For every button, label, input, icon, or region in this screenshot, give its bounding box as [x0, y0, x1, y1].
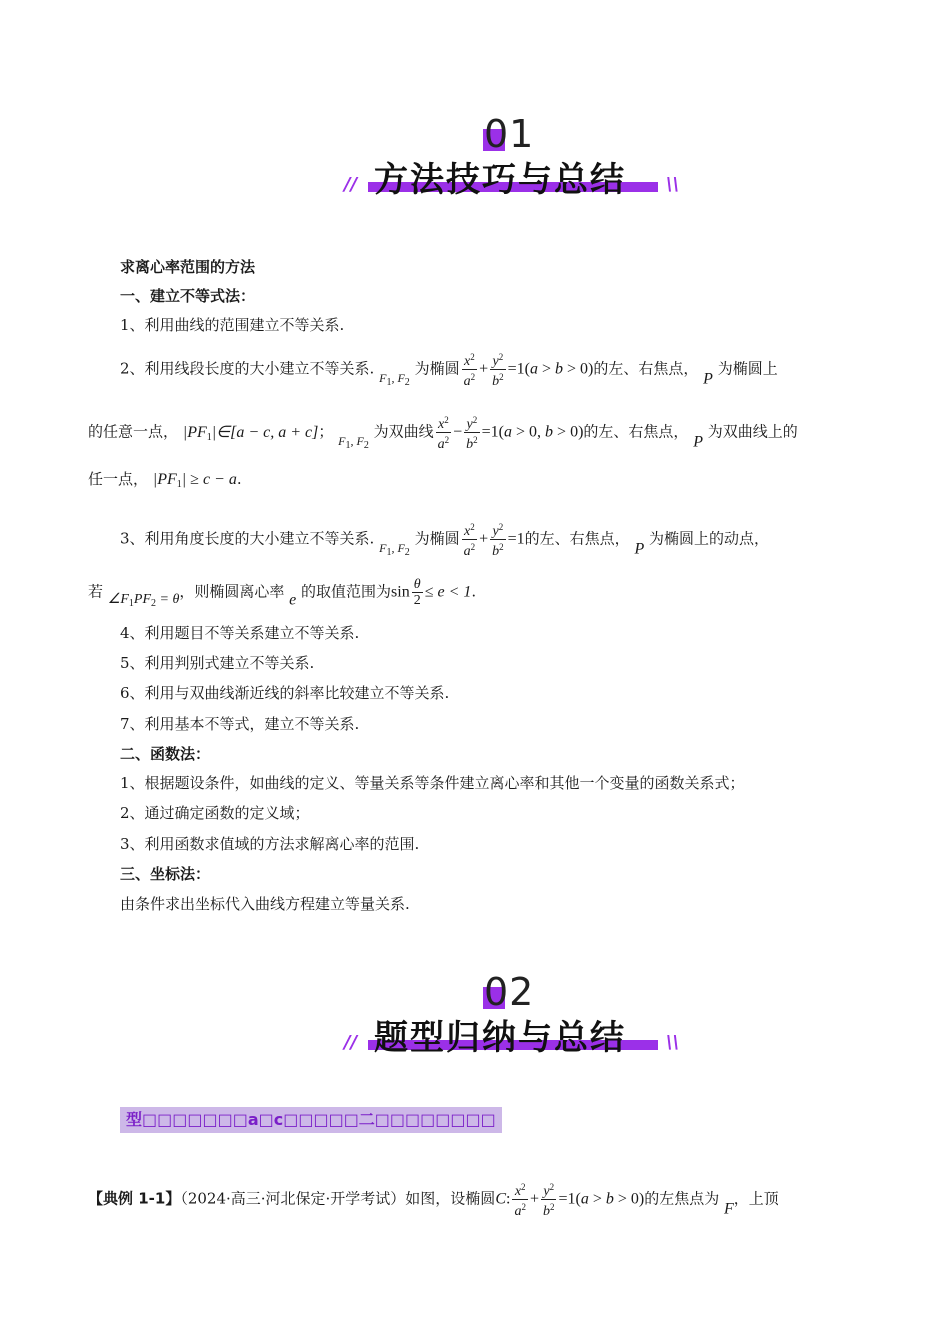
- text: ；: [318, 422, 334, 441]
- question-type-tag: 型□□□□□□□a□c□□□□□二□□□□□□□□: [120, 1107, 502, 1133]
- section-banner-02: [340, 970, 690, 1060]
- example-label: 【典例 1-1】: [88, 1189, 181, 1208]
- math-frac: $\frac{y^2}{b^2}$: [542, 1182, 555, 1219]
- math-sin: sin: [391, 583, 410, 601]
- section-number: 02: [484, 970, 535, 1014]
- math-e-range: ≤ e < 1: [424, 583, 472, 601]
- math-frac: $\frac{x^2}{a^2}$: [437, 415, 450, 452]
- math-e: e: [289, 591, 297, 609]
- text: 的取值范围为: [301, 582, 392, 601]
- math-frac: $\frac{x^2}{a^2}$: [514, 1182, 526, 1219]
- section-number: 01: [484, 112, 535, 156]
- paragraph-6: 6、利用与双曲线渐近线的斜率比较建立不等关系.: [120, 684, 450, 702]
- slash-left-icon: //: [344, 1032, 358, 1053]
- math-angle: $\angle F_1PF_2 = \theta$: [107, 591, 180, 609]
- math-foci: F1, F2: [379, 370, 410, 388]
- paragraph-3-line-2: [88, 577, 476, 610]
- paragraph-4: 4、利用题目不等关系建立不等关系.: [120, 624, 360, 642]
- text: .: [471, 582, 477, 601]
- math-frac: $\frac{y^2}{b^2}$: [466, 415, 478, 452]
- math-frac: $\frac{x^2}{a^2}$: [463, 522, 476, 559]
- paragraph-q3: 3、利用函数求值域的方法求解离心率的范围.: [120, 835, 420, 853]
- paragraph-q2: 2、通过确定函数的定义域；: [120, 804, 310, 822]
- part2-heading: 二、函数法：: [120, 745, 211, 763]
- slash-right-icon: \\: [666, 174, 680, 195]
- text: 为椭圆上: [717, 359, 778, 378]
- text: 为椭圆: [414, 529, 460, 548]
- text: 的任意一点，: [88, 422, 179, 441]
- text: ，上顶: [733, 1189, 779, 1208]
- paragraph-3-line-1: 3、利用角度长度的大小建立不等关系. $_{F_1, F_2}$ 为椭圆 $\frac{x^2}{a^2}$ + $\frac{y^2}{b^2}$ =1的左、右焦点， P 为椭圆上的动点，: [120, 522, 770, 559]
- math-foci: F1, F2: [338, 433, 369, 451]
- paragraph-q1: 1、根据题设条件，如曲线的定义、等量关系等条件建立离心率和其他一个变量的函数关系式；: [120, 774, 745, 792]
- paragraph-7: 7、利用基本不等式，建立不等关系.: [120, 715, 360, 733]
- text: 任一点，: [88, 470, 149, 488]
- paragraph-2-line-3: [88, 468, 242, 490]
- section-title: 题型归纳与总结: [374, 1018, 626, 1058]
- math-foci: F1, F2: [379, 540, 410, 558]
- text: 的左、右焦点，: [583, 422, 689, 441]
- text: 为椭圆上的动点，: [649, 529, 770, 548]
- text: 为双曲线上的: [707, 422, 798, 441]
- math-pf1-range: $|PF_1|\in[a - c$, a + c]: [182, 423, 319, 443]
- text: .: [236, 470, 242, 488]
- part3-heading: 三、坐标法：: [120, 865, 211, 883]
- text: 的左、右焦点，: [593, 359, 699, 378]
- paragraph-5: 5、利用判别式建立不等关系.: [120, 654, 315, 672]
- slash-right-icon: \\: [666, 1032, 680, 1053]
- text: ，则椭圆离心率: [179, 582, 285, 601]
- math-f: F: [724, 1200, 734, 1218]
- example-line: 【典例 1-1】（2024·高三·河北保定·开学考试）如图，设椭圆C: $\frac{x^2}{a^2}$ + $\frac{y^2}{b^2}$ =1(a > b > 0)的左焦点为 F，上顶: [88, 1182, 779, 1219]
- math-frac: $\frac{y^2}{b^2}$: [492, 522, 504, 559]
- math-c: C: [495, 1190, 506, 1208]
- math-point-p: P: [703, 370, 713, 388]
- math-point-p: P: [693, 433, 703, 451]
- text: （2024·高三·河北保定·开学考试）如图，设椭圆: [180, 1189, 496, 1208]
- paragraph-1: 1、利用曲线的范围建立不等关系.: [120, 316, 345, 334]
- math-frac: $\frac{y^2}{b^2}$: [492, 352, 504, 389]
- text: 3、利用角度长度的大小建立不等关系.: [120, 529, 375, 548]
- slash-left-icon: //: [344, 174, 358, 195]
- text: 的左、右焦点，: [524, 529, 630, 548]
- text: 若: [88, 582, 104, 601]
- math-frac: $\frac{\theta}{2}$: [413, 577, 421, 608]
- math-point-p: P: [634, 540, 645, 558]
- section-banner-01: [340, 112, 690, 202]
- paragraph-r1: 由条件求出坐标代入曲线方程建立等量关系.: [120, 895, 410, 913]
- math-frac: $\frac{x^2}{a^2}$: [463, 352, 476, 389]
- section-title: 方法技巧与总结: [374, 160, 626, 200]
- content-heading: 求离心率范围的方法: [120, 258, 256, 276]
- text: 为椭圆: [414, 359, 460, 378]
- paragraph-2-line-1: 2、利用线段长度的大小建立不等关系. $_{F_1, F_2}$ 为椭圆 $\frac{x^2}{a^2}$ + $\frac{y^2}{b^2}$ =1(a > b > 0)的左、右焦点， P 为椭圆上: [120, 352, 778, 389]
- part1-heading: 一、建立不等式法：: [120, 287, 256, 305]
- math-pf1-bound: $|PF_1| \ge c - a$: [152, 471, 237, 490]
- text: 2、利用线段长度的大小建立不等关系.: [120, 359, 375, 378]
- text: 的左焦点为: [644, 1189, 720, 1208]
- paragraph-2-line-2: 的任意一点， $|PF_1|\in[a - c$, a + c]； $_{F_1, F_2}$ 为双曲线 $\frac{x^2}{a^2}$ − $\frac{y^2}{b^2}$ =1(a > 0, b > 0)的左、右焦点， P 为双曲线上的: [88, 415, 798, 452]
- text: 为双曲线: [373, 422, 434, 441]
